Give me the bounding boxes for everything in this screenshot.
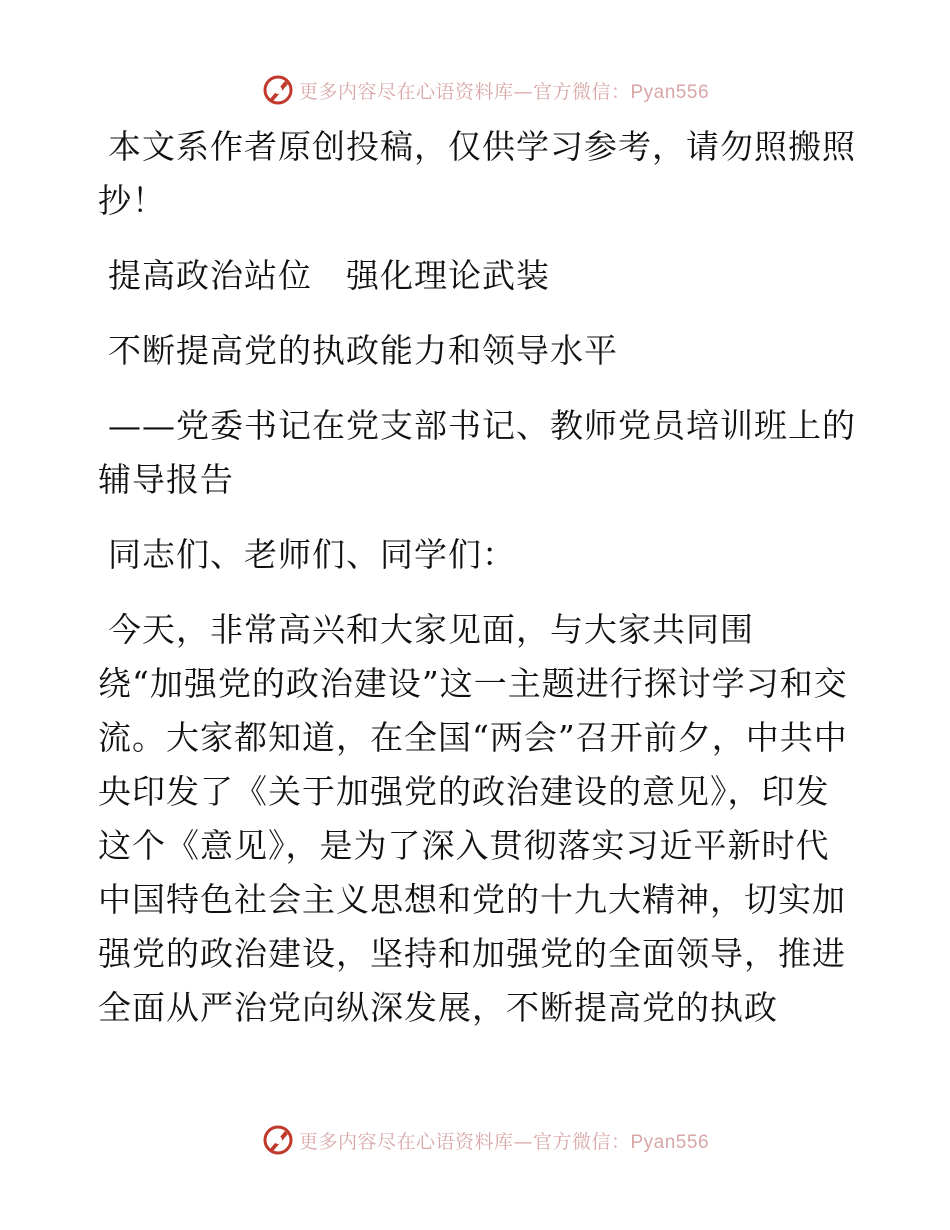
body-paragraph-first-line: 今天，非常高兴和大家见面，与大家共同围 bbox=[108, 610, 754, 649]
header-banner bbox=[0, 70, 950, 110]
salutation: 同志们、老师们、同学们： bbox=[108, 535, 516, 574]
header-banner-text: 更多内容尽在心语资料库—官方微信：Pyan556 bbox=[298, 80, 710, 103]
footer-banner-content bbox=[261, 1123, 709, 1157]
body-paragraph bbox=[98, 603, 858, 1035]
document-title-line2: 不断提高党的执政能力和领导水平 bbox=[108, 331, 618, 370]
document-subtitle: ——党委书记在党支部书记、教师党员培训班上的辅导报告 bbox=[98, 406, 856, 499]
footer-banner bbox=[0, 1120, 950, 1160]
body-paragraph-rest: 绕“加强党的政治建设”这一主题进行探讨学习和交流。大家都知道，在全国“两会”召开前夕，中共中央印发了《关于加强党的政治建设的意见》，印发这个《意见》，是为了深入贯彻落实习近平新时代中国特色社会主义思想和党的十九大精神，切实加强党的政治建设，坚持和加强党的全面领导，推进全面从严治党向纵深发展，不断提高党的执政 bbox=[98, 664, 848, 1027]
quill-logo-icon bbox=[261, 1123, 295, 1157]
document-body bbox=[98, 120, 858, 1056]
header-wechat-id: 官方微信：Pyan556 bbox=[533, 81, 710, 103]
document-title-line1: 提高政治站位 强化理论武装 bbox=[108, 256, 550, 295]
quill-logo-icon bbox=[261, 73, 295, 107]
footer-banner-text: 更多内容尽在心语资料库—官方微信：Pyan556 bbox=[298, 1130, 710, 1153]
header-banner-content bbox=[261, 73, 709, 107]
copyright-notice: 本文系作者原创投稿，仅供学习参考，请勿照搬照抄！ bbox=[98, 127, 856, 220]
footer-wechat-id: 官方微信：Pyan556 bbox=[533, 1131, 710, 1153]
